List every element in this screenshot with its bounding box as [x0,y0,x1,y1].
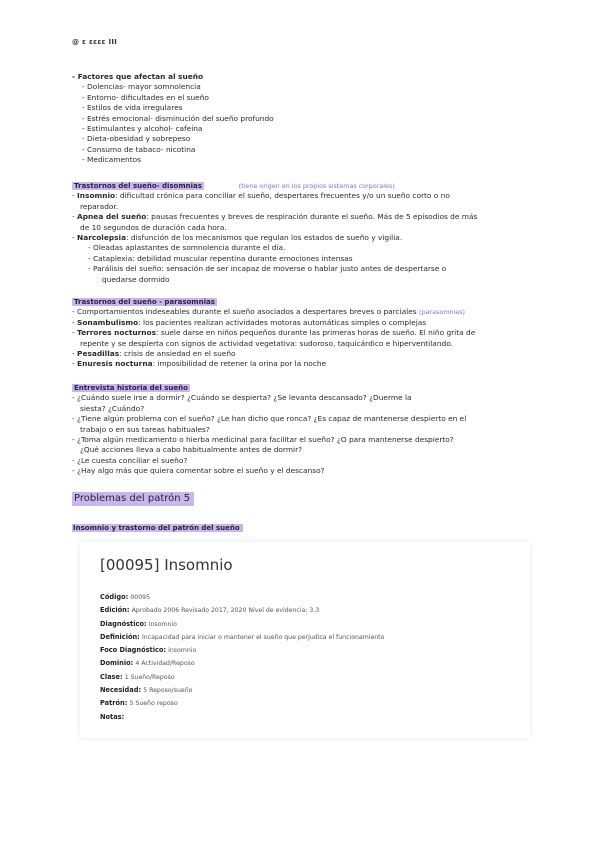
factor-item: - Entorno- dificultades en el sueño [82,92,209,102]
card-row-key: Dominio: [100,659,134,668]
card-row-value: 00095 [130,594,151,601]
patron-heading: Problemas del patrón 5 [72,492,194,506]
card-row [100,631,384,644]
factores-title: - Factores que afectan al sueño [72,72,204,81]
insomnio-line: - Insomnio: dificultad crónica para conciliar el sueño, despertares frecuentes y/o un sueño corto o no [72,191,450,201]
card-row [100,671,384,684]
disomnias-note: (tiene origen en los propios sistemas corporales) [238,182,395,190]
brand-logo: @ ԑ ԑεεε ΙΙΙ [72,38,118,46]
factores-list [72,82,532,165]
card-row-value: Incapacidad para iniciar o mantener el sueño que perjudica el funcionamiento [141,633,385,641]
narco-sub-item: - Parálisis del sueño: sensación de ser incapaz de moverse o hablar justo antes de despertarse o [88,264,447,274]
parasomnias-def: - Comportamientos indeseables durante el sueño asociados a despertares breves o parciales (parasomnias) [72,307,466,317]
card-row-value: 1 Sueño/Reposo [124,673,175,681]
terrores-cont: repente y se despierta con signos de actividad vegetativa: sudoroso, taquicárdico e hiperventilando. [80,338,453,348]
card-row-value: insomnio [168,647,197,655]
entrevista-question: - ¿Le cuesta conciliar el sueño? [72,455,188,465]
patron-subheading: Insomnio y trastorno del patrón del sueño [72,524,243,532]
card-row [100,644,384,657]
card-row-key: Diagnóstico: [100,619,147,628]
card-row-key: Notas: [100,712,125,721]
parasomnias-section [72,297,532,370]
card-row [100,591,384,604]
entrevista-list [72,393,532,476]
pesadillas-line: - Pesadillas: crisis de ansiedad en el sueño [72,349,236,359]
card-row [100,618,384,631]
factor-item: - Estilos de vida irregulares [82,103,183,113]
card-row-key: Patrón: [100,699,128,708]
diagnosis-card [80,542,530,738]
entrevista-heading: Entrevista historia del sueño [74,384,188,392]
card-row [100,604,384,617]
card-row [100,697,384,710]
factor-item: - Medicamentos [82,155,141,165]
disomnias-heading-line [72,181,532,191]
entrevista-heading-line [72,383,532,393]
card-row-key: Definición: [100,632,140,641]
factor-item: - Dolencias- mayor somnolencia [82,82,201,92]
narcolepsia-line: - Narcolepsia: disfunción de los mecanismos que regulan los estados de sueño y vigilia. [72,233,403,243]
entrevista-question: - ¿Toma algún medicamento o hierba medicinal para facilitar el sueño? ¿O para mantenerse despierto? [72,435,454,445]
disomnias-heading: Trastornos del sueño- disomnias [74,182,202,190]
entrevista-question: trabajo o en sus tareas habituales? [80,424,210,434]
terrores-line: - Terrores nocturnos: suele darse en niños pequeños durante las primeras horas de sueño. El niño grita de [72,328,476,338]
narco-sub-cont: quedarse dormido [102,274,170,284]
factores-section [72,72,532,166]
enuresis-line: - Enuresis nocturna: imposibilidad de retener la orina por la noche [72,359,327,369]
factor-item: - Dieta-obesidad y sobrepeso [82,134,191,144]
entrevista-question: - ¿Tiene algún problema con el sueño? ¿Le han dicho que ronca? ¿Es capaz de mantenerse despierto en el [72,414,467,424]
card-row-key: Foco Diagnóstico: [100,646,167,655]
card-row-value: 5 Reposo/sueño [143,687,193,695]
entrevista-question: - ¿Cuándo suele irse a dormir? ¿Cuándo se despierta? ¿Se levanta descansado? ¿Duerme la [72,393,412,403]
card-rows [100,591,384,724]
card-row-value: Aprobado 2006 Revisado 2017, 2020 Nivel de evidencia: 3.3 [131,607,320,615]
card-row [100,657,384,670]
apnea-line: - Apnea del sueño: pausas frecuentes y breves de respiración durante el sueño. Más de 5 episodios de más [72,212,478,222]
entrevista-section [72,383,532,477]
card-row-key: Necesidad: [100,686,142,695]
apnea-cont: de 10 segundos de duración cada hora. [80,222,227,232]
insomnio-cont: reparador. [80,201,119,211]
card-row-key: Edición: [100,606,130,615]
entrevista-question: siesta? ¿Cuándo? [80,403,145,413]
entrevista-question: ¿Qué acciones lleva a cabo habitualmente antes de dormir? [80,445,303,455]
card-title: [00095] Insomnio [100,556,233,574]
sonambulismo-line: - Sonambulismo: los pacientes realizan actividades motoras automáticas simples o complejas [72,317,427,327]
card-row [100,711,384,724]
factor-item: - Estrés emocional- disminución del sueño profundo [82,113,274,123]
card-row [100,684,384,697]
parasomnias-heading: Trastornos del sueño - parasomnias [74,298,215,306]
card-row-value: 4 Actividad/Reposo [135,660,195,668]
disomnias-section [72,181,532,285]
card-row-value: Insomnio [148,620,177,628]
entrevista-question: - ¿Hay algo más que quiera comentar sobre el sueño y el descanso? [72,466,325,476]
card-row-key: Clase: [100,672,123,681]
factor-item: - Estimulantes y alcohol- cafeína [82,124,203,134]
narco-sub-item: - Cataplexia: debilidad muscular repentina durante emociones intensas [88,253,353,263]
parasomnias-heading-line [72,297,532,307]
card-row-value: 5 Sueño reposo [129,700,178,708]
card-row-key: Código: [100,593,129,601]
narco-sub-item: - Oleadas aplastantes de somnolencia durante el día. [88,243,286,253]
factor-item: - Consumo de tabaco- nicotina [82,144,196,154]
